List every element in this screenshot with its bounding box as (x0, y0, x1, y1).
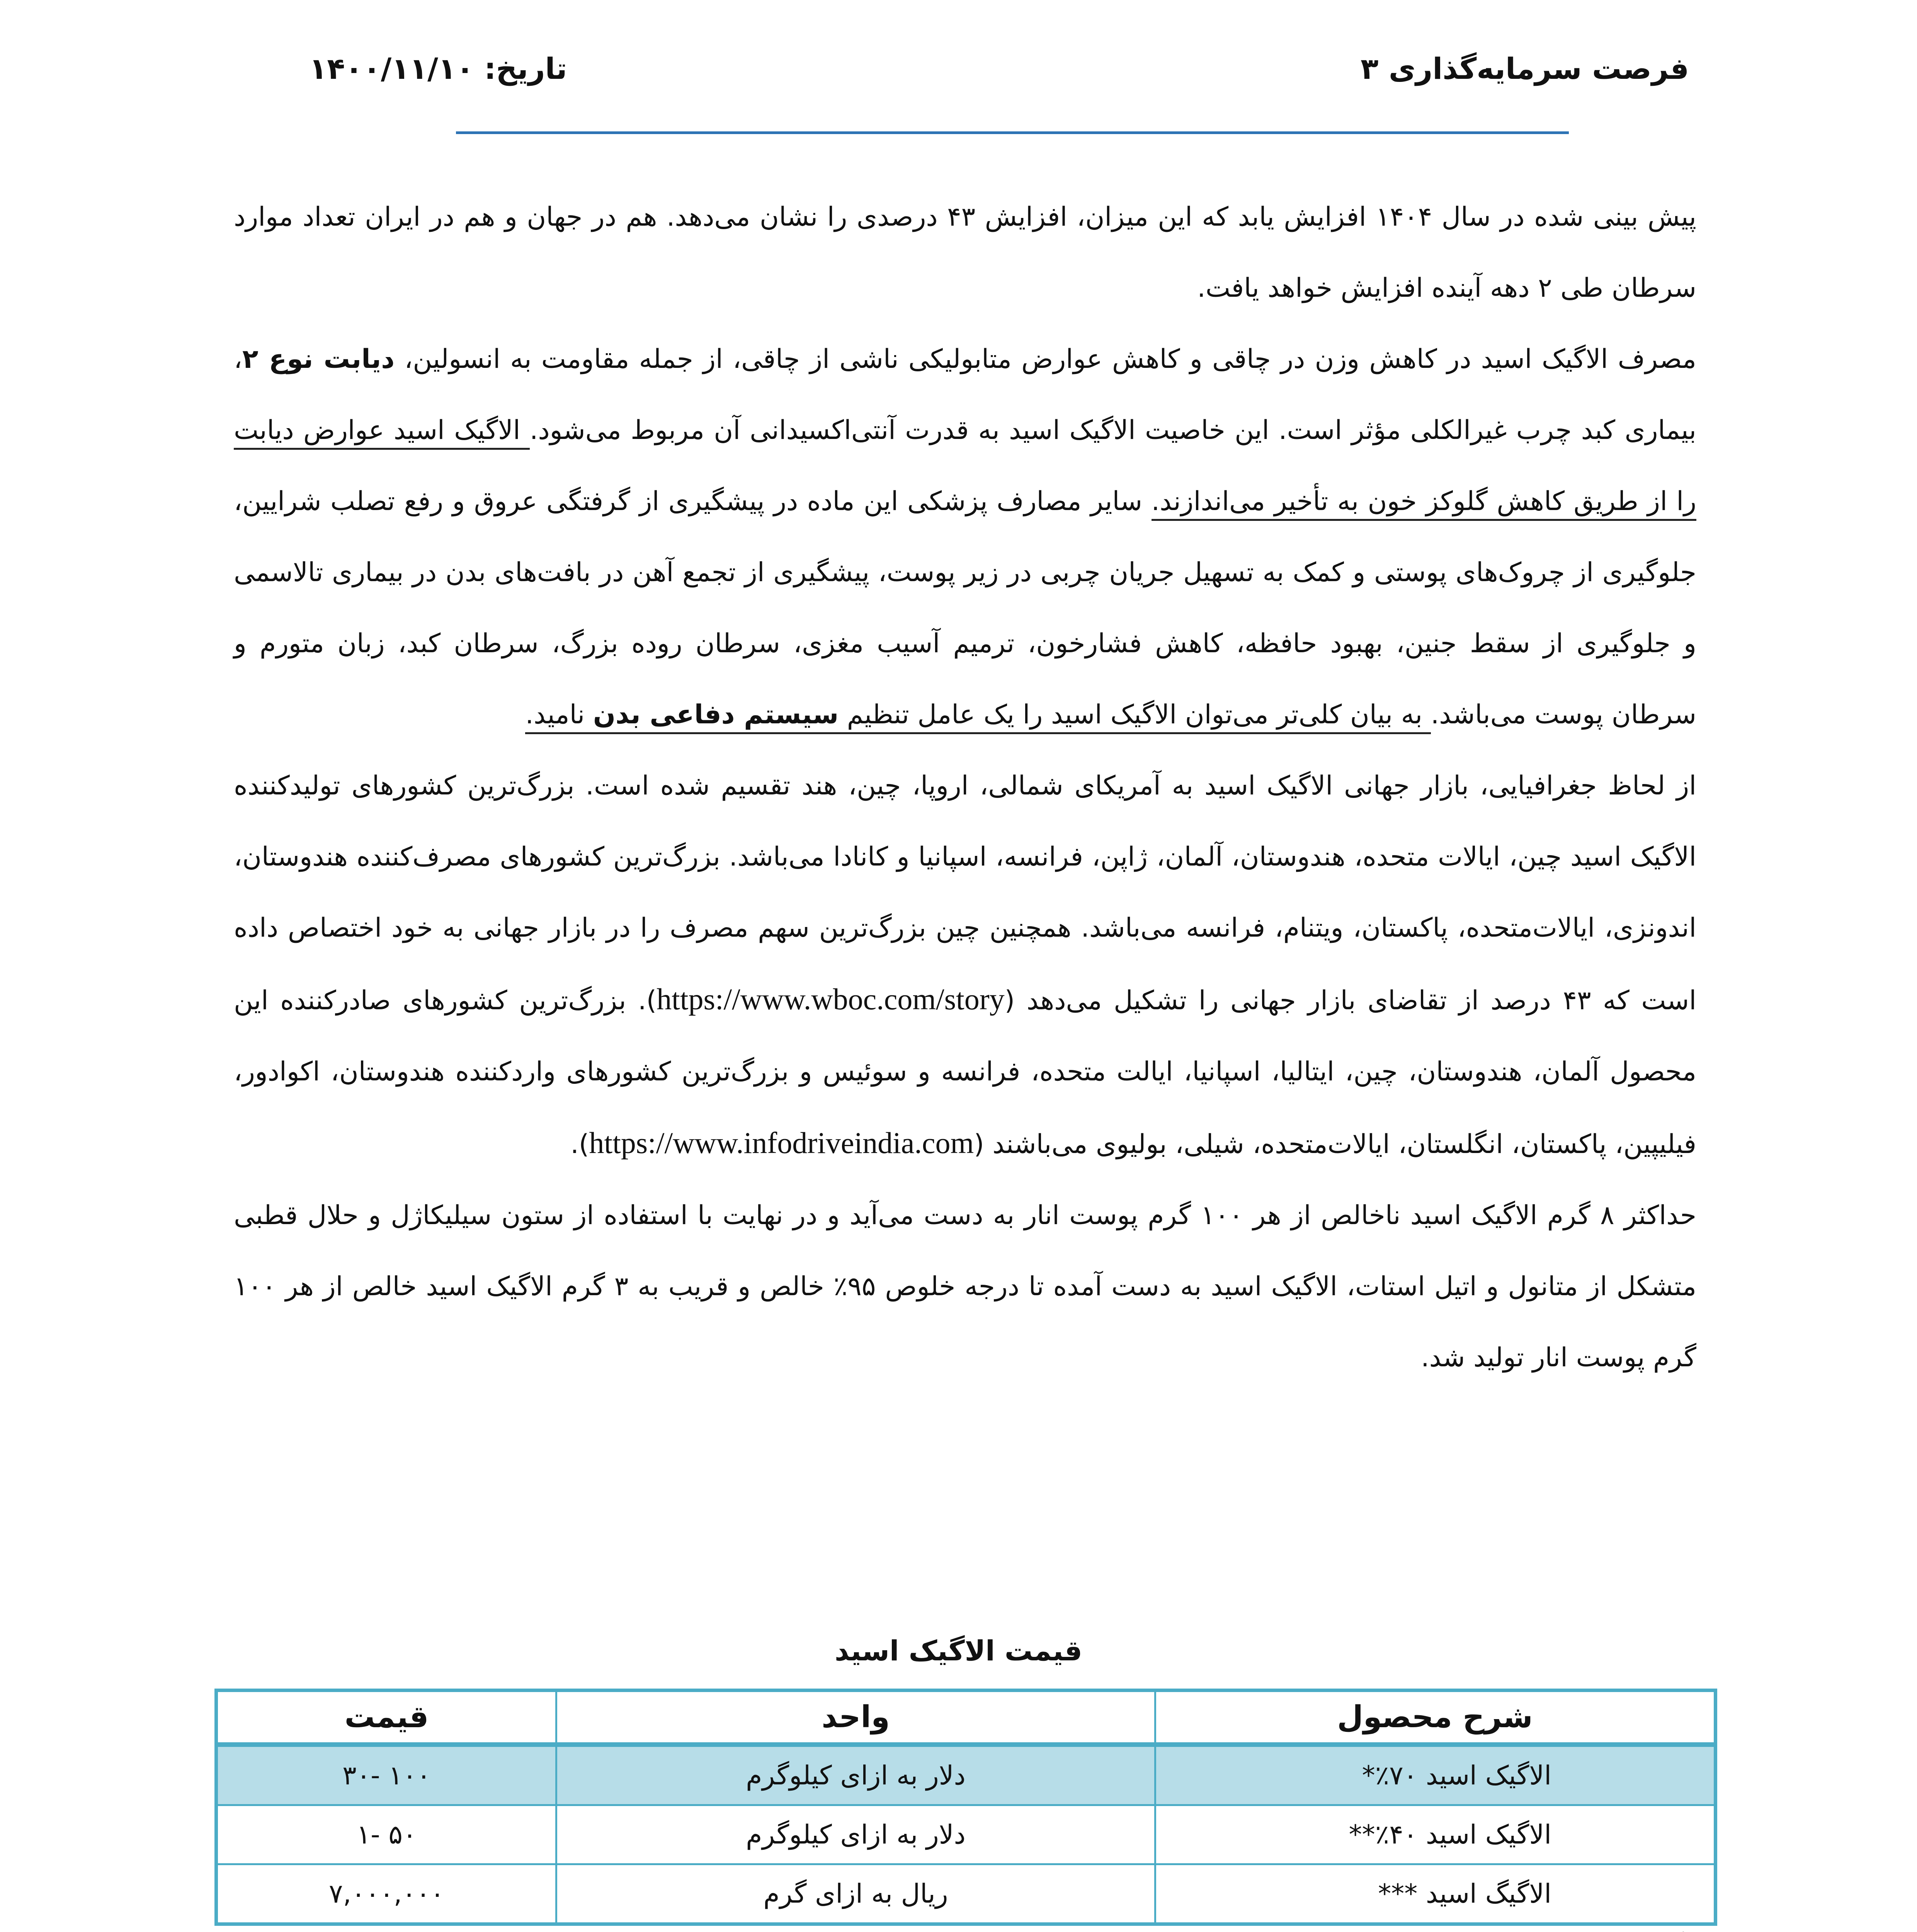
p3-text-c: ). (570, 1129, 589, 1160)
cell-description: الاگیک اسید ۴۰٪** (1155, 1805, 1716, 1864)
paragraph-4: حداکثر ۸ گرم الاگیک اسید ناخالص از هر ۱۰۰ گرم پوست انار به دست می‌آید و در نهایت با استفاده از ستون سیلیکاژل و حلال قطبی متشکل از متانول و اتیل استات، الاگیک اسید به دست آمده تا درجه خلوص ۹۵٪ خالص و قریب به ۳ گرم الاگیک اسید خالص از هر ۱۰۰ گرم پوست انار تولید شد. (234, 1200, 1697, 1373)
header-divider (456, 131, 1569, 134)
table-row (216, 1805, 1716, 1864)
price-table (214, 1689, 1717, 1926)
cell-description: الاگیک اسید ۷۰٪* (1155, 1745, 1716, 1805)
source-link-wboc[interactable]: https://www.wboc.com/story (657, 982, 1005, 1016)
cell-description: الاگیگ اسید *** (1155, 1864, 1716, 1924)
header-price: قیمت (216, 1690, 556, 1745)
p2-underlined-2-end: نامید. (525, 699, 593, 730)
cell-price: ۱۰۰ -۳۰ (216, 1745, 556, 1805)
header-description: شرح محصول (1155, 1690, 1716, 1745)
p3-text-b: ). بزرگ‌ترین کشورهای صادرکننده این محصول آلمان، هندوستان، چین، ایتالیا، اسپانیا، ایالت متحده، فرانسه و سوئیس و بزرگ‌ترین کشورهای واردکننده هندوستان، اکوادور، فیلیپین، پاکستان، انگلستان، ایالات‌متحده، شیلی، بولیوی می‌باشند ( (234, 985, 1696, 1160)
table-title: قیمت الاگیک اسید (835, 1634, 1082, 1667)
p2-text-b: ، بیماری کبد چرب غیرالکلی مؤثر است. این خاصیت الاگیک اسید به قدرت آنتی‌اکسیدانی آن مربوط می‌شود. (234, 344, 1696, 446)
p2-bold-immune: سیستم دفاعی بدن (593, 699, 839, 730)
paragraph-1: پیش بینی شده در سال ۱۴۰۴ افزایش یابد که این میزان، افزایش ۴۳ درصدی را نشان می‌دهد. هم در جهان و هم در ایران تعداد موارد سرطان طی ۲ دهه آینده افزایش خواهد یافت. (234, 202, 1696, 303)
table-header-row (216, 1690, 1716, 1745)
cell-unit: ریال به ازای گرم (556, 1864, 1155, 1924)
p2-underlined-2 (525, 699, 1431, 734)
table-row (216, 1864, 1716, 1924)
body-text (234, 182, 1696, 1393)
cell-unit: دلار به ازای کیلوگرم (556, 1745, 1155, 1805)
paragraph-2 (234, 324, 1696, 750)
cell-price: ۵۰ -۱ (216, 1805, 556, 1864)
p2-bold-diabetes: دیابت نوع ۲ (242, 344, 395, 374)
p2-underlined-2-text: به بیان کلی‌تر می‌توان الاگیک اسید را یک عامل تنظیم (839, 699, 1431, 730)
p3-text-a: از لحاظ جغرافیایی، بازار جهانی الاگیک اسید به آمریکای شمالی، اروپا، چین، هند تقسیم شده است. بزرگ‌ترین کشورهای تولیدکننده الاگیک اسید چین، ایالات متحده، هندوستان، آلمان، ژاپن، فرانسه، اسپانیا و کانادا می‌باشد. بزرگ‌ترین کشورهای مصرف‌کننده هندوستان، اندونزی، ایالات‌متحده، پاکستان، ویتنام، فرانسه می‌باشد. همچنین چین بزرگ‌ترین سهم مصرف را در بازار جهانی به خود اختصاص داده است که ۴۳ درصد از تقاضای بازار جهانی را تشکیل می‌دهد ( (234, 770, 1696, 1016)
p2-text-a: مصرف الاگیک اسید در کاهش وزن در چاقی و کاهش عوارض متابولیکی ناشی از چاقی، از جمله مقاومت به انسولین، (395, 344, 1696, 374)
p2-text-c: سایر مصارف پزشکی این ماده در پیشگیری از گرفتگی عروق و رفع تصلب شرایین، جلوگیری از چروک‌های پوستی و کمک به تسهیل جریان چربی در زیر پوست، پیشگیری از تجمع آهن در بافت‌های بدن در بیماری تالاسمی و جلوگیری از سقط جنین، بهبود حافظه، کاهش فشارخون، ترمیم آسیب مغزی، سرطان روده بزرگ، سرطان کبد، زبان متورم و سرطان پوست می‌باشد. (234, 486, 1696, 730)
table-row (216, 1745, 1716, 1805)
paragraph-3 (234, 750, 1696, 1180)
document-title: فرصت سرمایه‌گذاری ۳ (1360, 51, 1689, 86)
cell-price: ۷,۰۰۰,۰۰۰ (216, 1864, 556, 1924)
source-link-infodrive[interactable]: https://www.infodriveindia.com (589, 1126, 974, 1160)
document-date: تاریخ: ۱۴۰۰/۱۱/۱۰ (309, 51, 567, 86)
cell-unit: دلار به ازای کیلوگرم (556, 1805, 1155, 1864)
p2-underlined-1: الاگیک اسید عوارض دیابت را از طریق کاهش گلوکز خون به تأخیر می‌اندازند. (234, 415, 1696, 521)
header-unit: واحد (556, 1690, 1155, 1745)
